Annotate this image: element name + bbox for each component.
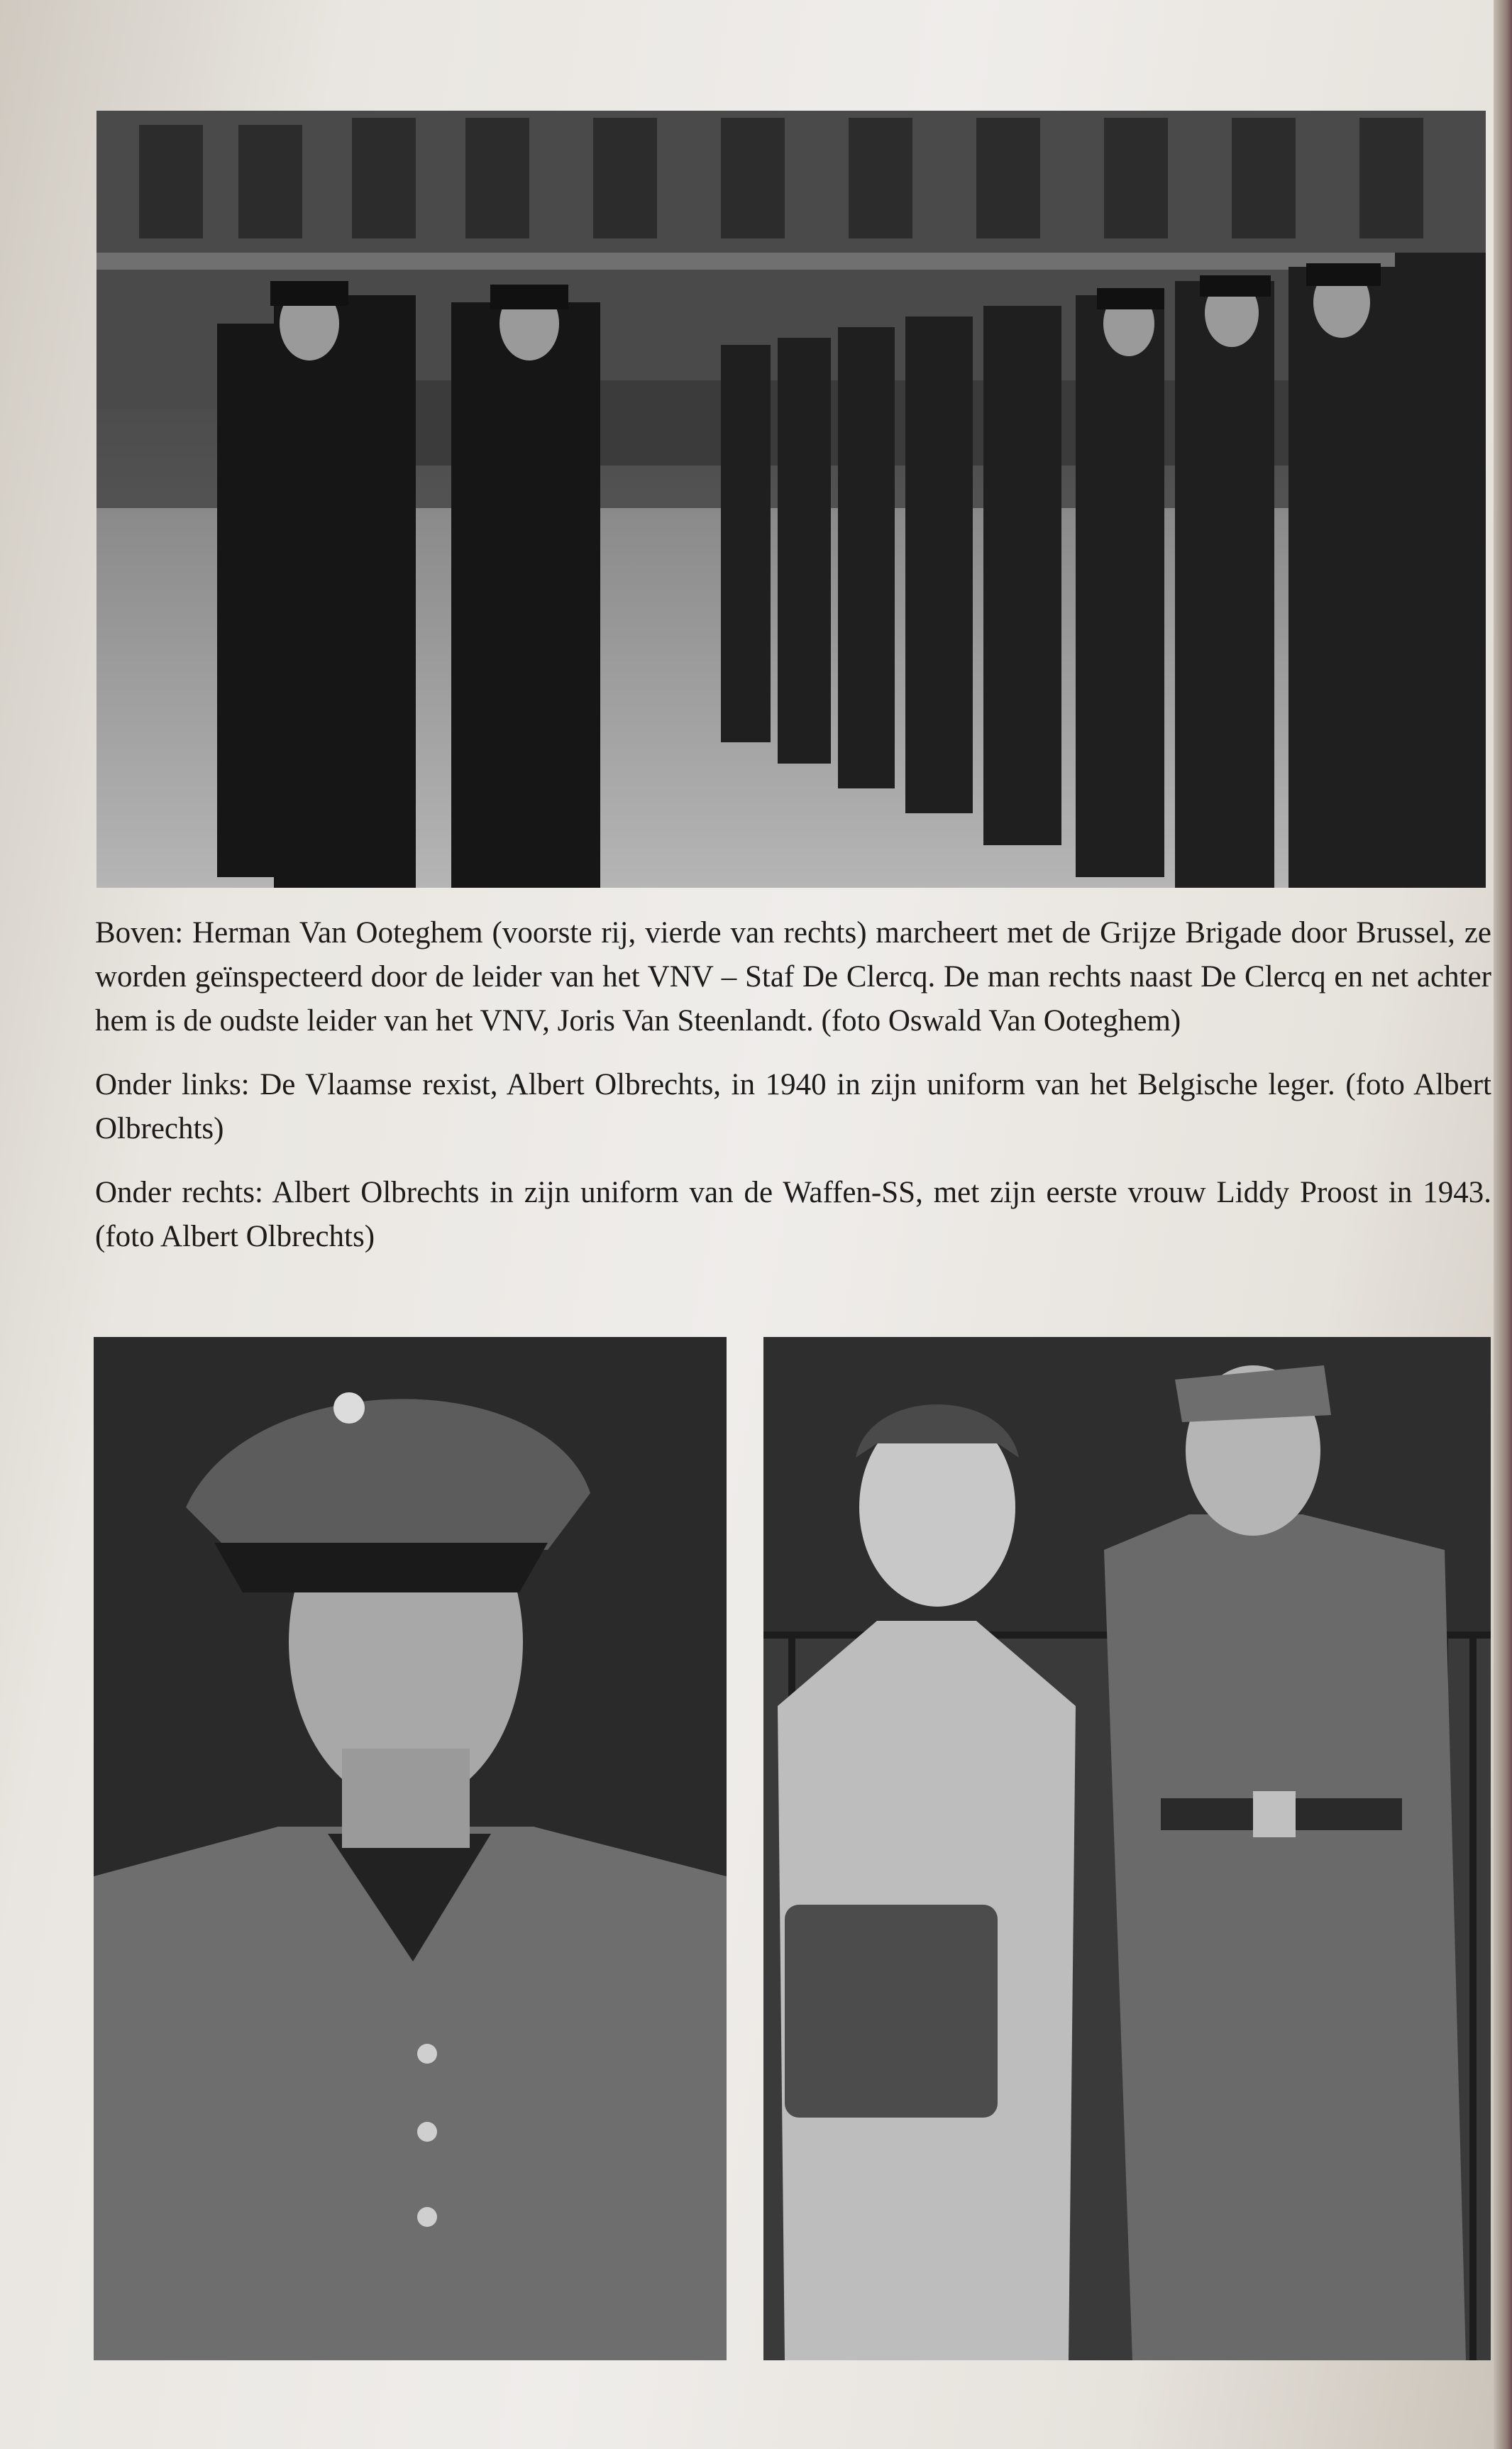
caption-bottom-left: Onder links: De Vlaamse rexist, Albert Olbrechts, in 1940 in zijn uniform van het Belgische leger. (foto Albert Olbrechts): [95, 1068, 1491, 1145]
portrait-photo: [94, 1337, 727, 2360]
page-edge: [1494, 0, 1512, 2449]
parade-photo: [96, 111, 1486, 888]
captions-block: [95, 911, 1491, 1279]
caption-top: Boven: Herman Van Ooteghem (voorste rij, vierde van rechts) marcheert met de Grijze Brigade door Brussel, ze worden geïnspecteerd door de leider van het VNV – Staf De Clercq. De man rechts naast De Clercq en net achter hem is de oudste leider van het VNV, Joris Van Steenlandt. (foto Oswald Van Ooteghem): [95, 916, 1491, 1038]
caption-bottom-right: Onder rechts: Albert Olbrechts in zijn uniform van de Waffen-SS, met zijn eerste vrouw Liddy Proost in 1943. (foto Albert Olbrechts): [95, 1176, 1491, 1253]
couple-photo: [763, 1337, 1491, 2360]
